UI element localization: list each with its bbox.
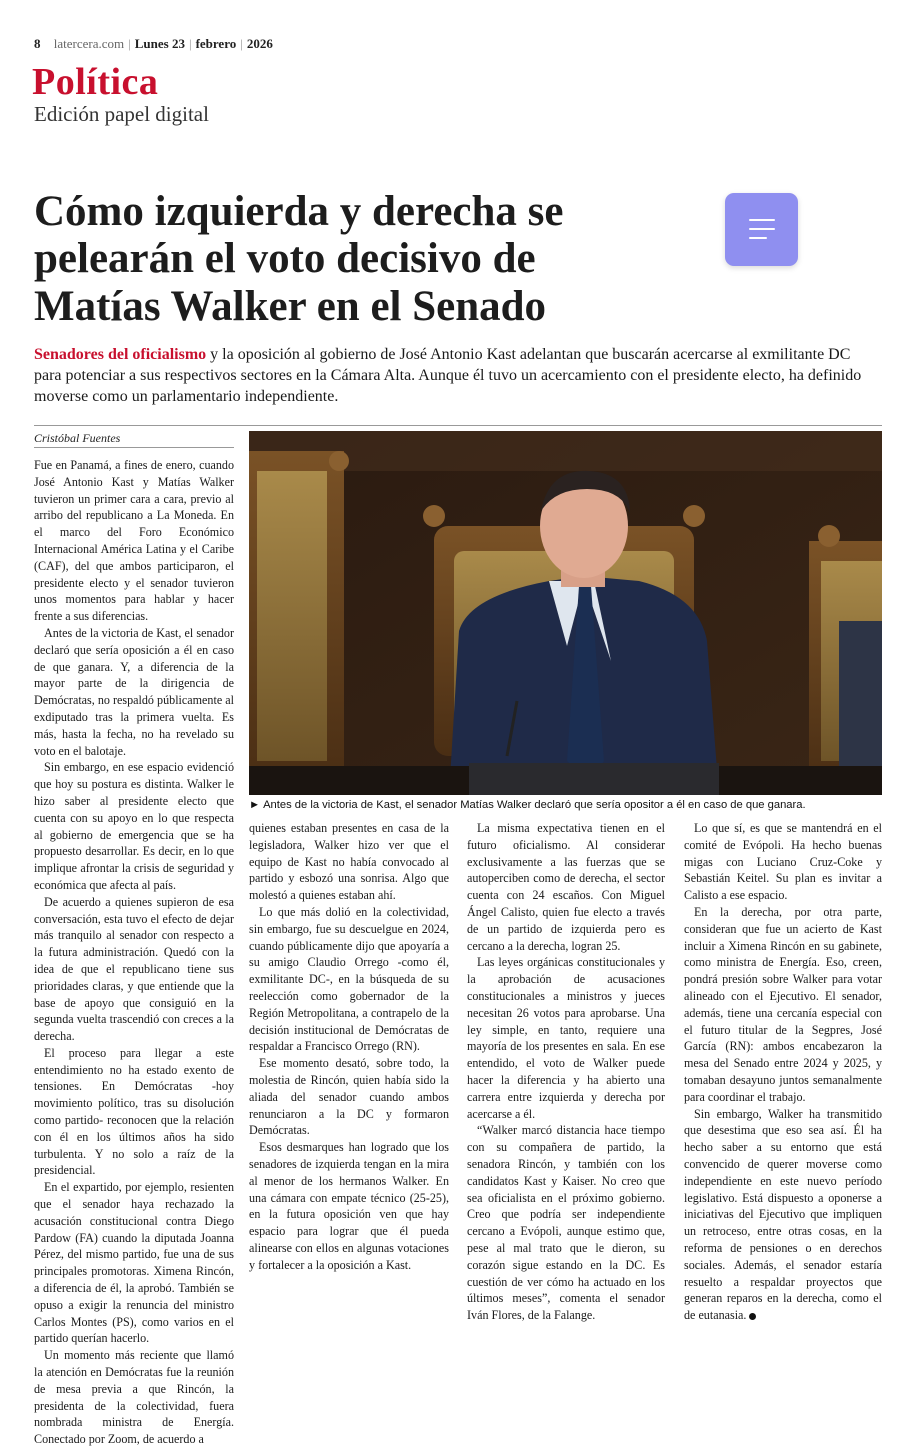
article-paragraph: Lo que sí, es que se mantendrá en el comité de Evópoli. Ha hecho buenas migas con Luciano Cruz-Coke y Sebastián Keitel. Su plan es invitar a Calisto a ese espacio.	[684, 821, 882, 903]
article-paragraph: Un momento más reciente que llamó la atención en Demócratas fue la reunión de mesa previa a que Rincón, la presidenta de la colectividad, fuera nombrada ministra de Energía. Conectado por Zoom, de acuerdo a	[34, 1348, 234, 1447]
article-photo	[249, 431, 882, 795]
photo-caption: ► Antes de la victoria de Kast, el senador Matías Walker declaró que sería opositor a él en caso de que ganara.	[249, 799, 806, 811]
article-paragraph: quienes estaban presentes en casa de la legisladora, Walker hizo ver que el equipo de Kast no había convocado al partido y esbozó una sonrisa. Algo que molestó a quienes estaban ahí.	[249, 821, 449, 903]
article-paragraph: El proceso para llegar a este entendimiento no ha estado exento de tensiones. En Demócratas -hoy movimiento político, tras su disolución como partido- reconocen que la relación con él en los últimos años ha sido turbulenta. Y no solo a raíz de la presidencial.	[34, 1045, 234, 1178]
article-paragraph: Ese momento desató, sobre todo, la molestia de Rincón, quien había sido la aliada del senador cuando ambos renunciaron a la DC y formaron Demócratas.	[249, 1056, 449, 1138]
lead-text: y la oposición al gobierno de José Antonio Kast adelantan que buscarán acercarse al exmilitante DC para potenciar a sus respectivos sectores en la Cámara Alta. Aunque él tuvo un acercamiento con el presidente electo, ha definido moverse como un parlamentario independiente.	[34, 346, 862, 406]
article-paragraph: Sin embargo, en ese espacio evidenció que hoy su postura es distinta. Walker le hizo saber al presidente electo que cuenta con su apoyo en lo que respecta al gobierno de emergencia que se ha propuesto desarrollar. Es decir, en lo que implique afrontar la crisis de seguridad y económica que afecta al país.	[34, 760, 234, 892]
article-paragraph: Sin embargo, Walker ha transmitido que desestima que eso sea así. Él ha hecho saber a su entorno que está convencido de querer moverse como independiente en este nuevo período legislativo. Está dispuesto a oponerse a iniciativas del Ejecutivo que impliquen un retroceso, entre otras cosas, en la reforma de pensiones o en derechos sociales. Además, el senador estaría resuelto a respaldar proyectos que generan reparos en la derecha, como el de eutanasia.	[684, 1106, 882, 1323]
date-year: 2026	[246, 36, 273, 51]
divider	[34, 425, 882, 426]
article-paragraph: Antes de la victoria de Kast, el senador declaró que sería oposición a él en caso de que ganara. Y, a diferencia de la mayor parte de la dirigencia de Demócratas, no respaldó públicamente al exdiputado tras la primera vuelta. Es más, hasta la fecha, no ha revelado su voto en el balotaje.	[34, 625, 234, 758]
masthead: 8 latercera.com | Lunes 23 | febrero | 2026	[34, 36, 273, 51]
article-paragraph: De acuerdo a quienes supieron de esa conversación, esta tuvo el efecto de dejar más tranquilo al senador con respecto a la futura administración. Quedó con la idea de que el republicano tiene sus prioridades claras, y que entiende que la base de apoyo que consiguió en la segunda vuelta trascendió con creces a la derecha.	[34, 894, 234, 1044]
hamburger-icon	[749, 219, 775, 221]
author-byline: Cristóbal Fuentes	[34, 431, 121, 445]
date-day: Lunes 23	[134, 36, 185, 51]
page-number: 8	[34, 36, 41, 51]
article-paragraph: En la derecha, por otra parte, consideran que fue un acierto de Kast incluir a Ximena Rincón en su gabinete, como ministra de Energía. Eso, creen, pondrá presión sobre Walker para votar alineado con el Ejecutivo. El senador, además, tiene una cercanía especial con el futuro titular de la Segpres, José García (RN): ambos encabezaron la mesa del Senado entre 2024 y 2025, y tomaban desayuno juntos semanalmente para coordinar el trabajo.	[684, 904, 882, 1104]
article-paragraph: La misma expectativa tienen en el futuro oficialismo. Al considerar exclusivamente a las fuerzas que se autoperciben como de derecha, el sector cuenta con 24 escaños. Con Miguel Ángel Calisto, quien fue electo a través de un partido de izquierda pero es cercano a la derecha, logran 25.	[467, 821, 665, 953]
site-name: latercera.com	[53, 36, 125, 51]
article-paragraph: En el expartido, por ejemplo, resienten que el senador haya rechazado la acusación constitucional contra Diego Pardow (FA) cuando la diputada Joanna Pérez, del mismo partido, fue una de sus principales promotoras. Ximena Rincón, a diferencia de él, la aprobó. También se opuso a exigir la renuncia del ministro Carlos Montes (PS), como varios en el partido querían hacerlo.	[34, 1180, 234, 1346]
article-lead	[34, 344, 864, 407]
article-paragraph: Las leyes orgánicas constitucionales y la aprobación de acusaciones constitucionales a ministros y jueces necesitan 26 votos para aprobarse. Una ley simple, en tanto, requiere una mayoría de los presentes en sala. En ese entendido, el voto de Walker puede hacer la diferencia y ha abierto una carrera entre izquierda y derecha por acercarse a él.	[467, 955, 665, 1121]
article-paragraph: “Walker marcó distancia hace tiempo con su compañera de partido, la senadora Rincón, y también con los candidatos Kast y Kaiser. No creo que sea oficialista en el próximo gobierno. Creo que podría ser independiente cercano a Evópoli, aunque estimo que, pese al mal trato que le dieron, su corazón sigue estando en la DC. Es cuestión de ver cómo ha actuado en los últimos meses”, comenta el senador Iván Flores, de la Falange.	[467, 1123, 665, 1323]
article-headline: Cómo izquierda y derecha se pelearán el voto decisivo de Matías Walker en el Senado	[34, 188, 564, 330]
edition-label: Edición papel digital	[34, 102, 209, 126]
date-month: febrero	[195, 36, 237, 51]
divider	[34, 447, 234, 448]
article-paragraph: Lo que más dolió en la colectividad, sin embargo, fue su descuelgue en 2024, cuando públicamente dijo que apoyaría a su amigo Claudio Orrego -como él, exmilitante DC-, en la búsqueda de su reelección como gobernador de la Región Metropolitana, a contrapelo de la decisión institucional de Demócratas de respaldar a Francisco Orrego (RN).	[249, 904, 449, 1054]
article-column-2	[249, 820, 449, 1272]
article-column-1	[34, 457, 234, 1447]
section-title: Política	[32, 61, 159, 103]
article-paragraph: Fue en Panamá, a fines de enero, cuando José Antonio Kast y Matías Walker tuvieron un primer cara a cara, previo al arribo del republicano a La Moneda. En el marco del Foro Económico Internacional América Latina y el Caribe (CAF), del que ambos participaron, el presidente electo y el senador tuvieron unos momentos para hablar y hacer frente a sus diferencias.	[34, 458, 234, 624]
article-column-4	[684, 820, 882, 1323]
end-mark	[749, 1313, 756, 1320]
article-column-3	[467, 820, 665, 1323]
menu-button[interactable]	[725, 193, 798, 266]
lead-kicker: Senadores del oficialismo	[34, 346, 207, 363]
article-paragraph: Esos desmarques han logrado que los senadores de izquierda tengan en la mira al menor de los hermanos Walker. En una cámara con empate técnico (25-25), en la futura oposición ven que hay espacio para lograr que él pueda alinearse con ellos en algunas votaciones y fortalecer a la oposición a Kast.	[249, 1140, 449, 1272]
